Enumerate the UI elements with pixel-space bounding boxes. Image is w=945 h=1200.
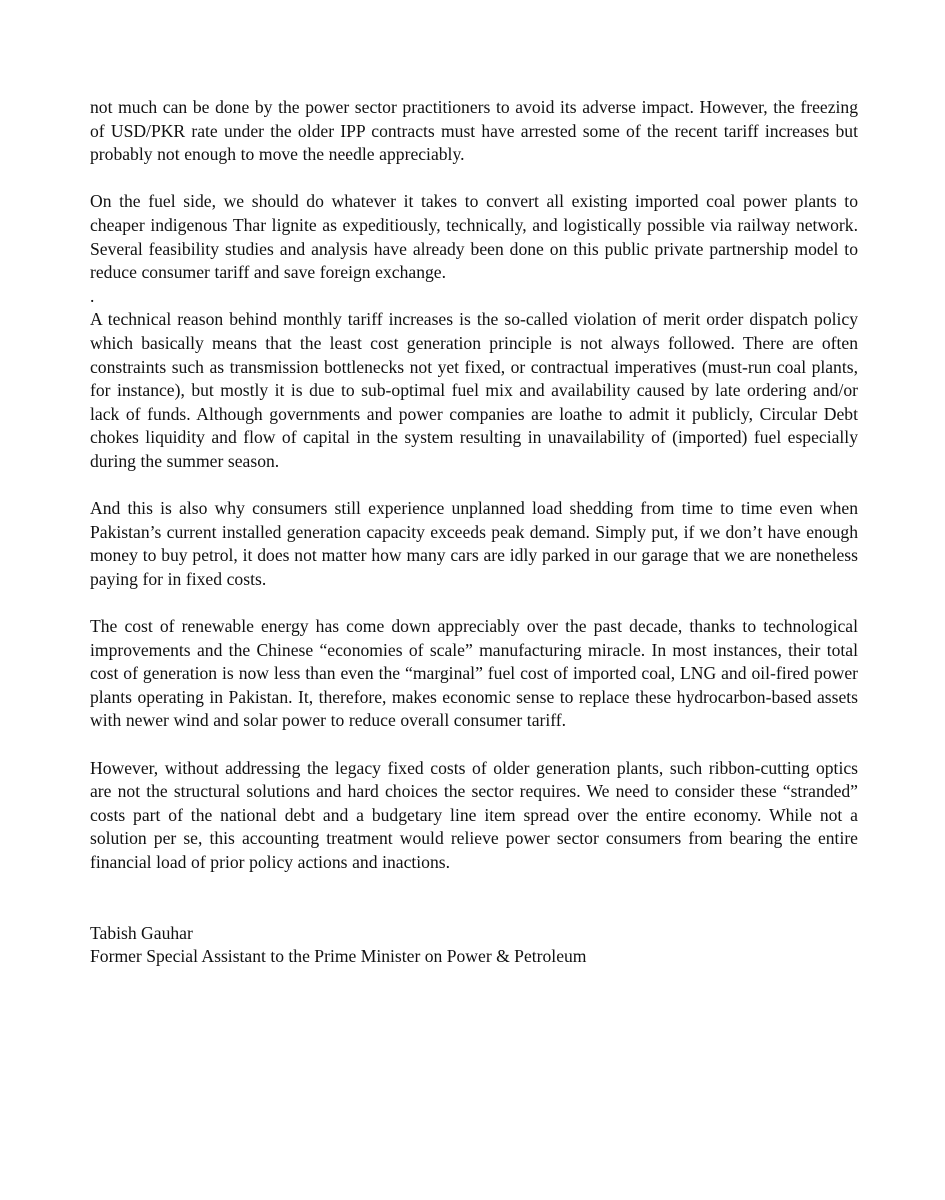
- paragraph-renewable-energy: The cost of renewable energy has come down appreciably over the past decade, thanks to technological improvements and the Chinese “economies of scale” manufacturing miracle. In most instances, their total cost of generation is now less than even the “marginal” fuel cost of imported coal, LNG and oil-fired power plants operating in Pakistan. It, therefore, makes economic sense to replace these hydrocarbon-based assets with newer wind and solar power to reduce overall consumer tariff.: [90, 616, 858, 731]
- paragraph-merit-order: A technical reason behind monthly tariff increases is the so-called violation of merit order dispatch policy which basically means that the least cost generation principle is not always followed. There are often constraints such as transmission bottlenecks not yet fixed, or contractual imperatives (must-run coal plants, for instance), but mostly it is due to sub-optimal fuel mix and availability caused by late ordering and/or lack of funds. Although governments and power companies are loathe to admit it publicly, Circular Debt chokes liquidity and flow of capital in the system resulting in unavailability of (imported) fuel especially during the summer season.: [90, 309, 858, 471]
- paragraph-load-shedding: And this is also why consumers still experience unplanned load shedding from time to time even when Pakistan’s current installed generation capacity exceeds peak demand. Simply put, if we don’t have enough money to buy petrol, it does not matter how many cars are idly parked in our garage that we are nonetheless paying for in fixed costs.: [90, 498, 858, 589]
- document-body: [90, 96, 858, 969]
- paragraph-stranded-costs: However, without addressing the legacy fixed costs of older generation plants, such ribbon-cutting optics are not the structural solutions and hard choices the sector requires. We need to consider these “stranded” costs part of the national debt and a budgetary line item spread over the entire economy. While not a solution per se, this accounting treatment would relieve power sector consumers from bearing the entire financial load of prior policy actions and inactions.: [90, 757, 858, 872]
- signature-block: [90, 922, 858, 969]
- paragraph-fx-impact: not much can be done by the power sector practitioners to avoid its adverse impact. However, the freezing of USD/PKR rate under the older IPP contracts must have arrested some of the recent tariff increases but probably not enough to move the needle appreciably.: [90, 97, 858, 165]
- paragraph-fuel-side: On the fuel side, we should do whatever it takes to convert all existing imported coal power plants to cheaper indigenous Thar lignite as expeditiously, technically, and logistically possible via railway network. Several feasibility studies and analysis have already been done on this public private partnership model to reduce consumer tariff and save foreign exchange.: [90, 191, 858, 283]
- author-title: Former Special Assistant to the Prime Minister on Power & Petroleum: [90, 946, 587, 967]
- stray-dot: .: [90, 285, 95, 306]
- author-name: Tabish Gauhar: [90, 922, 193, 943]
